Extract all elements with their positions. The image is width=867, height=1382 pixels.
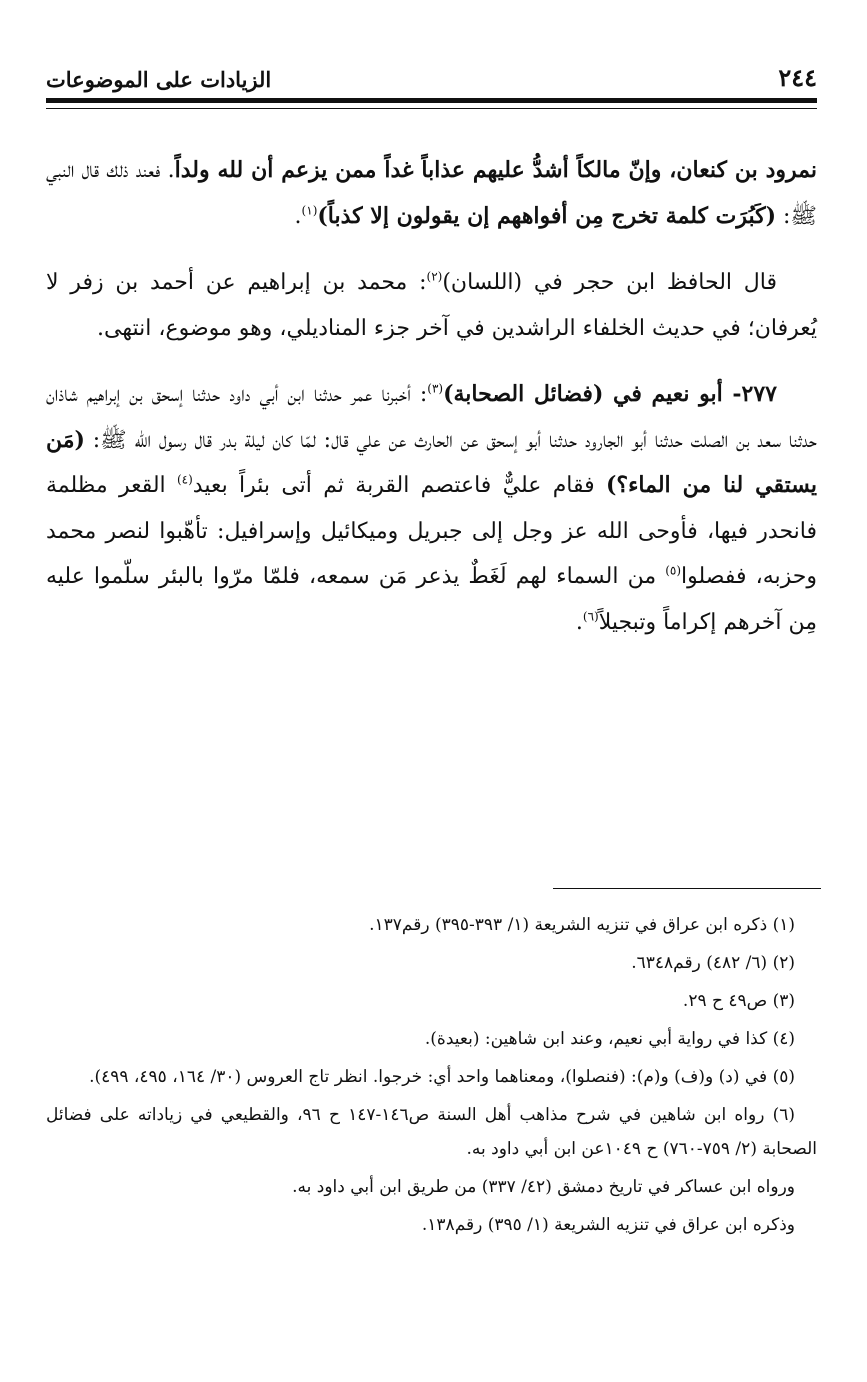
paragraph-2-text-a: قال الحافظ ابن حجر في (اللسان) [442,270,777,295]
footnote-6-continued-b: وذكره ابن عراق في تنزيه الشريعة (١/ ٣٩٥) رقم١٣٨. [421,1215,795,1235]
footnote-4: (٤) كذا في رواية أبي نعيم، وعند ابن شاهين: (بعيدة). [424,1029,795,1049]
paragraph-3 [46,372,817,645]
footnote-ref-6[interactable]: (٦) [582,609,599,624]
header-rule-thin [46,108,817,109]
narration-text-b: القعر مظلمة فانحدر فيها، فأوحى الله عز وجل إلى جبريل وميكائيل وإسرافيل: تأهّبوا لنصر محمد وحزبه، ففصلوا [46,473,818,589]
paragraph-1-text: . فعند ذلك قال النبي ﷺ: [46,158,817,229]
quran-quote: (كَبُرَت كلمة تخرج مِن أفواههم إن يقولون إلا كذباً) [317,202,777,229]
footnote-ref-1[interactable]: (١) [301,203,318,218]
running-title: الزيادات على الموضوعات [46,67,272,92]
footnote-ref-2[interactable]: (٢) [426,269,443,284]
footnotes [46,908,817,1246]
isnad-text: : أخبرنا عمر حدثنا ابن أبي داود حدثنا إسحق بن إبراهيم شاذان حدثنا سعد بن الصلت حدثنا أبو الجارود حدثنا أبو إسحق عن الحارث عن علي قال: لمّا كان ليلة بدر قال رسول الله ﷺ: [46,382,817,453]
source-title: أبو نعيم في (فضائل الصحابة) [443,381,723,407]
main-text [46,148,817,666]
footnote-6-continued-a: ورواه ابن عساكر في تاريخ دمشق (٤٢/ ٣٣٧) من طريق ابن أبي داود به. [292,1177,795,1197]
footnote-ref-3[interactable]: (٣) [427,381,444,396]
paragraph-3-end: . [575,609,583,635]
footnote-ref-5[interactable]: (٥) [665,563,682,578]
header-rule-thick [46,98,817,103]
prophet-quote: (مَن يستقي لنا من الماء؟) [46,426,818,498]
paragraph-2-text-b: : محمد بن إبراهيم عن أحمد بن زفر لا يُعرفان؛ في حديث الخلفاء الراشدين في آخر جزء المناديلي، وهو موضوع، انتهى. [46,270,817,341]
narration-text-c: من السماء لهم لَغَطٌ يذعر مَن سمعه، فلمّا مرّوا بالبئر سلّموا عليه مِن آخرهم إكراماً وتبجيلاً [46,564,817,635]
paragraph-1 [46,148,817,239]
footnote-1: (١) ذكره ابن عراق في تنزيه الشريعة (١/ ٣٩٣-٣٩٥) رقم١٣٧. [369,915,795,935]
footnote-separator [553,888,821,889]
hadith-number: ٢٧٧- [722,381,777,407]
running-header [46,52,817,92]
bold-statement: نمرود بن كنعان، وإنّ مالكاً أشدُّ عليهم عذاباً غداً ممن يزعم أن لله ولداً [174,157,818,183]
footnote-6: (٦) رواه ابن شاهين في شرح مذاهب أهل السنة ص١٤٦-١٤٧ ح ٩٦، والقطيعي في زياداته على فضائل الصحابة (٢/ ٧٥٩-٧٦٠) ح ١٠٤٩عن ابن أبي داود به. [46,1105,817,1159]
footnote-3: (٣) ص٤٩ ح ٢٩. [682,991,795,1011]
page-number: ٢٤٤ [778,63,817,92]
footnote-2: (٢) (٦/ ٤٨٢) رقم٦٣٤٨. [631,953,795,973]
paragraph-1-end: . [294,203,302,229]
paragraph-2 [46,260,817,351]
footnote-5: (٥) في (د) و(ف) و(م): (فنصلوا)، ومعناهما واحد أي: خرجوا. انظر تاج العروس (٣٠/ ١٦٤، ٤٩٥، ٤٩٩). [89,1067,795,1087]
footnote-ref-4[interactable]: (٤) [176,472,193,487]
narration-text-a: فقام عليٌّ فاعتصم القربة ثم أتى بئراً بعيد [192,473,606,498]
